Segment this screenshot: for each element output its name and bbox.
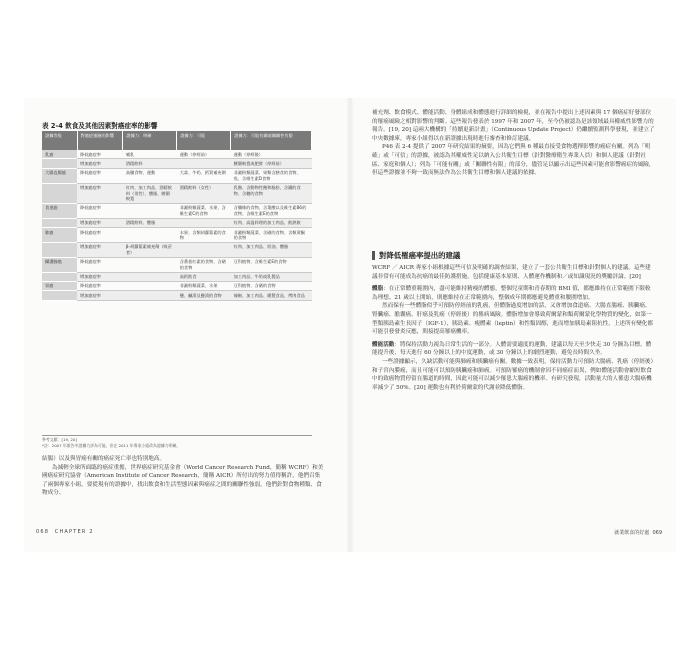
paragraph: P46 表 2-4 提供了 2007 年研究結果的摘要，因為它們與 6 種最直接受食物選擇影響的癌症有關。列為「明確」或「可信」的證據，被認為其權威性足以納入公共衛生目標（針對醫療衛生專業人員）和個人建議（針對社區、家庭和個人）；列為「可能有關」或「關聯性有限」的部分，儘管足以顯示出這些因素可能會影響癌症的風險，但這些證據並不夠一致而無法作為公共衛生目標和個人建議的依據。 [372, 144, 655, 177]
table-category-cell: 乳癌 [42, 150, 77, 159]
table-evidence-cell: 運動（停經後） [231, 150, 312, 159]
table-evidence-cell: 腰圍較寬或肥胖（停經前） [231, 159, 312, 168]
left-body-text [42, 455, 324, 498]
table-category-cell [42, 218, 77, 227]
table-category-cell [42, 242, 77, 257]
table-header-cell: 證據力：可能有關或關聯性有限 [231, 131, 312, 150]
table-category-cell [42, 272, 77, 281]
table-footnote: *註：2007 年報告中證據力評為可能，但在 2011 年專家小組改為證據力明確。 [42, 442, 181, 448]
table-evidence-cell: 豆科植物、含硒的食物 [231, 281, 312, 290]
paragraph: 為減輕全球所面臨的癌症重擔，世界癌症研究基金會（World Cancer Research Fund，簡稱 WCRF）和美國癌症研究協會（American Institute of Cancer Research，簡稱 AICR）所付出的努力值得稱許，他們召集了兩個專家小組，要從現有的證據中，找出飲食和生活型態因素與癌症之間的關聯性強弱，他們針對食物種類、食物成分、 [42, 464, 324, 497]
right-page [350, 98, 676, 552]
paragraph: 補充劑、飲食模式、體能活動、身體組成和體態進行詳細的檢視，並在報告中提出上述因素與 17 個癌症好發部位的罹癌風險之相對影響的判斷。這些報告發表於 1997 年和 2007 年，至今仍被認為是該領域最具權威性影響力的報告。[19, 20] 這兩大機構的「持續更新計畫」（Continuous Update Project）仍繼續監測科學發現，並建立了中央數據庫，專家小組得以在新證據出現時進行審查和修訂建議。 [372, 110, 655, 142]
table-source-note: 參考文獻：[19, 20] [42, 437, 77, 442]
section-label: 就業飲食的好處 [614, 530, 650, 536]
table-category-cell: 大腸直腸癌 [42, 168, 77, 183]
table-evidence-cell [177, 218, 231, 227]
table-row [42, 218, 312, 227]
right-folio [614, 529, 662, 536]
right-body-mid [372, 264, 656, 392]
table-row [42, 168, 312, 183]
paragraph: 然而保有一些體脂似乎可預防停經前的乳癌，但體脂過度增加的話，又會增加食道癌、大腸直腸癌、胰臟癌、腎臟癌、膽囊癌、肝癌及乳癌（停經後）的罹病風險。體脂增加會導致荷爾蒙和類荷爾蒙化學物質的變化，如第一型類胰島素生長因子（IGF-1）、胰島素、瘦體素（leptin）和性類固醇，進而增加胰島素阻抗性，上述所有變化都可能引發發炎反應，間接提高罹癌機率。 [372, 303, 653, 336]
table-category-cell [42, 291, 77, 300]
table-evidence-cell: β-胡蘿蔔素補充劑（吸菸者） [123, 242, 177, 257]
table-notes [42, 435, 312, 448]
table-category-cell [42, 183, 77, 203]
table-evidence-cell [177, 242, 231, 257]
table-effect-cell: 增加癌症率 [77, 218, 123, 227]
table-effect-cell: 增加癌症率 [77, 272, 123, 281]
table-effect-cell: 增加癌症率 [77, 159, 123, 168]
table-row [42, 272, 312, 281]
heading-text: 對降低罹癌率提出的建議 [379, 251, 461, 260]
table-header-row [42, 131, 312, 150]
table-evidence-cell: 乳酪、含動物性飽和脂肪、含鐵的食物、含糖的食物 [231, 183, 312, 203]
table-category-cell: 胃癌 [42, 281, 77, 290]
table-header-cell: 對癌症風險的影響 [77, 131, 123, 150]
table-evidence-cell [123, 203, 177, 218]
table-row [42, 228, 312, 243]
table-evidence-cell: 非澱粉類蔬菜、水果 [177, 281, 231, 290]
table-category-cell: 攝護腺癌 [42, 257, 77, 272]
table-header-cell: 證據力：可能 [177, 131, 231, 150]
table-header-cell: 證據等級 [42, 131, 77, 150]
table-evidence-cell: 含番茄紅素的食物、含硒的食物 [177, 257, 231, 272]
table-effect-cell: 降低癌症率 [77, 203, 123, 218]
bold-term: 體能活動 [372, 341, 395, 348]
table-effect-cell: 降低癌症率 [77, 281, 123, 290]
paragraph [372, 285, 656, 302]
table-evidence-cell: 酒精飲料（女性） [177, 183, 231, 203]
chapter-label: CHAPTER 2 [54, 529, 94, 535]
table-evidence-cell: 含纖維的食物、含葉酸以及維生素B6的食物、含維生素E的食物 [231, 203, 312, 218]
cancer-factors-table [42, 131, 312, 301]
table-effect-cell: 增加癌症率 [77, 242, 123, 257]
paragraph-text: ：將保持活動力視為日常生活的一部分。人體需要適度的運動，建議以每天至少快走 30 分鐘為目標。體能提升後，每天進行 60 分鐘以上的中度運動，或 30 分鐘以上的劇烈運動，避免長時間久坐。 [372, 341, 652, 357]
section-heading [372, 250, 656, 261]
book-gutter [346, 98, 354, 552]
table-effect-cell: 增加癌症率 [77, 183, 123, 203]
table-row [42, 203, 312, 218]
table-evidence-cell [123, 257, 177, 272]
table-evidence-cell: 辣椒、加工肉品、燻製食品、烤肉食品 [231, 291, 312, 300]
table-effect-cell: 降低癌症率 [77, 168, 123, 183]
paragraph: 一些證據顯示，久缺活動可能與肺癌和胰臟癌有關。數據一致表明，保持活動力可預防大腸癌、乳癌（停經後）和子宮內膜癌，而且可能可以預防胰臟癌和肺癌。可預防罹癌的機制會因不同癌症而異，例如體能活動會縮短飲食中的致癌物質停留在腸道的時間，因此可能可以減少罹患大腸癌的機率。有研究發現，活動量大的人罹患大腸癌機率減少了 50%。[20] 運動也有利於荷爾蒙的代謝並降低體脂。 [372, 358, 654, 391]
table-evidence-cell [123, 228, 177, 243]
table-effect-cell: 降低癌症率 [77, 150, 123, 159]
table-title: 表 2-4 飲食及其他因素對癌症率的影響 [42, 122, 158, 130]
page-number: 069 [652, 530, 662, 536]
table-evidence-cell: 哺乳 [123, 150, 177, 159]
table-evidence-cell: 加工肉品、牛奶或乳製品 [231, 272, 312, 281]
table-evidence-cell: 紅肉、高溫料理的加工肉品、飲熱飲 [231, 218, 312, 227]
right-body-top [372, 109, 656, 178]
bold-term: 體脂 [372, 286, 384, 293]
table-evidence-cell: 酒精飲料 [123, 159, 177, 168]
page-number: 068 [36, 529, 50, 535]
table-category-cell [42, 159, 77, 168]
paragraph: 結腸）以及與胃癌有關的癌症死亡率也特別地高。 [42, 456, 166, 462]
table-effect-cell: 降低癌症率 [77, 228, 123, 243]
table-row [42, 159, 312, 168]
table-evidence-cell [123, 281, 177, 290]
table-effect-cell: 降低癌症率 [77, 257, 123, 272]
table-evidence-cell: 運動（停經前） [177, 150, 231, 159]
table-evidence-cell: 高鈣飲食 [177, 272, 231, 281]
table-evidence-cell: 高纖食物、運動 [123, 168, 177, 183]
table-evidence-cell [123, 272, 177, 281]
table-effect-cell: 增加癌症率 [77, 291, 123, 300]
paragraph-text: ：在正常體重範圍內，盡可能維持精瘦的體態，整個兒童期和青春期的 BMI 值，都應維持在正常範圍下限較為理想。21 歲以上開始，則應維持在正常範圍內，整個成年期都應避免體重和腰圍增加。 [372, 286, 651, 301]
table-evidence-cell: 紅肉、加工肉品、奶油、體脂 [231, 242, 312, 257]
table-evidence-cell: 酒精飲料、體脂 [123, 218, 177, 227]
table-row [42, 150, 312, 159]
paragraph [372, 341, 656, 358]
table-evidence-cell: 鹽、鹹漬及鹽漬的食物 [177, 291, 231, 300]
table-evidence-cell: 非澱粉類蔬菜、果類含膳食的食物、魚、含維生素D食物 [231, 168, 312, 183]
left-page [24, 98, 350, 552]
paragraph: WCRF ／ AICR 專家小組根據這些可信及明確的調查結果，建立了一套公共衛生目標和針對個人的建議。這些建議非常有可能成為抗癌的最佳防護措施，包括健康基本原則、人體運作機制和／或知識現況的獎勵評論。[20] [372, 265, 651, 280]
table-row [42, 242, 312, 257]
table-row [42, 291, 312, 300]
table-evidence-cell [123, 291, 177, 300]
table-evidence-cell [177, 159, 231, 168]
book-spread [24, 98, 676, 552]
heading-bar [372, 251, 375, 260]
table-evidence-cell: 非澱粉類蔬菜、水果、含維生素C的食物 [177, 203, 231, 218]
table-evidence-cell: 非澱粉類蔬菜、含硒的食物、含類黃酮的食物 [231, 228, 312, 243]
table-evidence-cell: 豆科植物、含維生素E的食物 [231, 257, 312, 272]
table-header-cell: 證據力：明確 [123, 131, 177, 150]
table-evidence-cell: 大蒜、牛奶、鈣質補充劑 [177, 168, 231, 183]
table-evidence-cell: 紅肉、加工肉品、酒精飲料（男性）、體脂、腰圍較寬 [123, 183, 177, 203]
table-evidence-cell: 水果、含類胡蘿蔔素的食物 [177, 228, 231, 243]
table-row [42, 257, 312, 272]
table-category-cell: 肺癌 [42, 228, 77, 243]
left-folio [36, 529, 94, 535]
table-category-cell: 食道癌 [42, 203, 77, 218]
table-row [42, 183, 312, 203]
table-row [42, 281, 312, 290]
